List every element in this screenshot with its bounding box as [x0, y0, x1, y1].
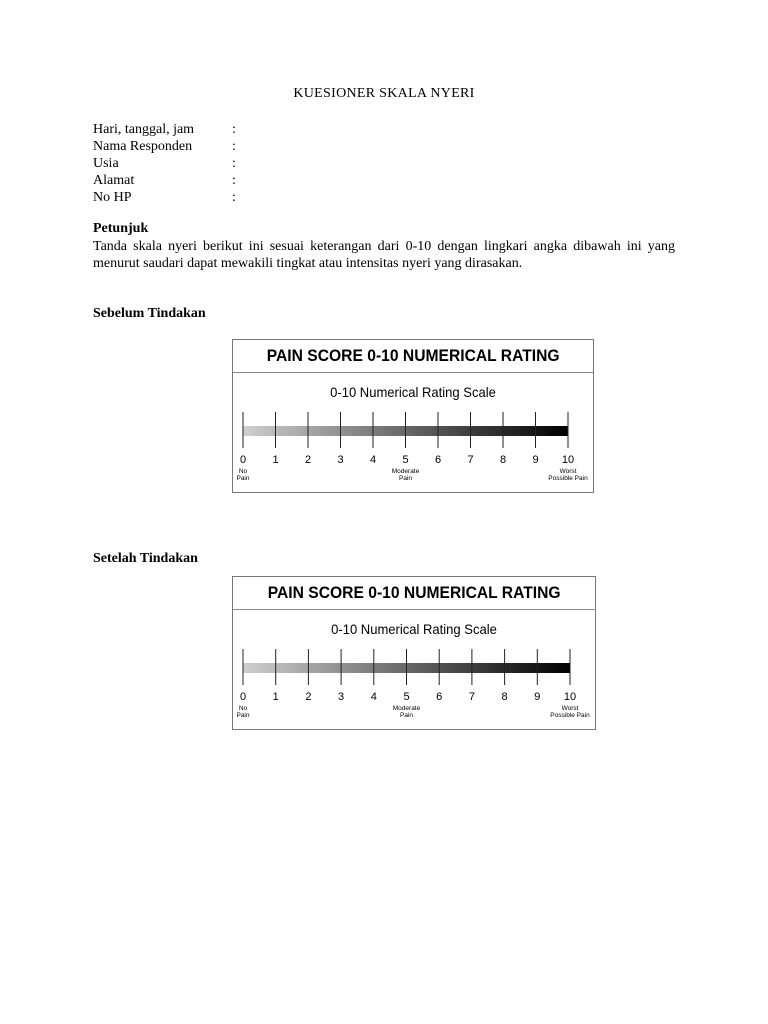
pain-scale-tick-label[interactable]: 10: [563, 691, 577, 703]
pain-scale-tick-label[interactable]: 6: [434, 454, 442, 466]
document-title: KUESIONER SKALA NYERI: [293, 86, 475, 101]
pain-scale-tick-label[interactable]: 0: [239, 454, 247, 466]
pain-scale-tick-label[interactable]: 5: [402, 454, 409, 466]
pain-scale-card-before: [232, 339, 594, 493]
field-row-phone: [93, 189, 393, 206]
pain-scale-tick-label[interactable]: 6: [436, 691, 443, 703]
field-colon: :: [232, 156, 236, 171]
pain-scale-tick-label[interactable]: 4: [370, 691, 377, 703]
respondent-fields: [93, 121, 393, 206]
pain-scale-subtitle: 0-10 Numerical Rating Scale: [331, 621, 497, 637]
section-heading-after: Setelah Tindakan: [93, 551, 198, 566]
pain-scale-anchor-label: Moderate Pain: [392, 705, 421, 719]
field-colon: :: [232, 122, 236, 137]
pain-scale-anchor-label: Worst Possible Pain: [548, 468, 588, 482]
pain-scale-anchor-label: No Pain: [236, 705, 250, 719]
pain-scale-tick-label[interactable]: 1: [272, 454, 279, 466]
pain-scale-tick-label[interactable]: 9: [532, 454, 539, 466]
pain-scale-tick-label[interactable]: 2: [304, 454, 312, 466]
pain-scale-tick-label[interactable]: 4: [369, 454, 377, 466]
pain-scale-tick-label[interactable]: 10: [561, 454, 575, 466]
pain-scale-tick-label[interactable]: 3: [338, 691, 345, 703]
pain-scale-tick-label[interactable]: 5: [403, 691, 410, 703]
pain-scale-anchor-label: Moderate Pain: [391, 468, 420, 482]
field-label: No HP: [93, 190, 132, 205]
pain-scale-tick-label[interactable]: 7: [467, 454, 474, 466]
pain-scale-card-after: [232, 576, 596, 730]
field-row-age: [93, 155, 393, 172]
field-colon: :: [232, 173, 236, 188]
field-label: Alamat: [93, 173, 135, 188]
pain-scale-tick-label[interactable]: 8: [499, 454, 507, 466]
field-label: Usia: [93, 156, 119, 171]
field-row-address: [93, 172, 393, 189]
pain-scale-title: PAIN SCORE 0-10 NUMERICAL RATING: [266, 346, 560, 365]
pain-scale-anchor-label: No Pain: [236, 468, 250, 482]
pain-scale-tick-label[interactable]: 2: [305, 691, 312, 703]
pain-scale-tick-label[interactable]: 7: [468, 691, 475, 703]
section-heading-before: Sebelum Tindakan: [93, 306, 206, 321]
field-colon: :: [232, 190, 236, 205]
pain-scale-tick-label[interactable]: 1: [272, 691, 279, 703]
field-colon: :: [232, 139, 236, 154]
pain-scale-tick-label[interactable]: 9: [534, 691, 541, 703]
pain-scale-tick-label[interactable]: 8: [501, 691, 508, 703]
pain-scale-subtitle: 0-10 Numerical Rating Scale: [330, 384, 496, 400]
pain-scale-anchor-label: Worst Possible Pain: [550, 705, 590, 719]
field-label: Nama Responden: [93, 139, 193, 154]
field-row-name: [93, 138, 393, 155]
petunjuk-text: Tanda skala nyeri berikut ini sesuai keterangan dari 0-10 dengan lingkari angka dibawah ini yang menurut saudari dapat mewakili tingkat atau intensitas nyeri yang dirasakan.: [93, 239, 675, 271]
petunjuk-heading: Petunjuk: [93, 221, 149, 236]
field-label: Hari, tanggal, jam: [93, 122, 195, 137]
field-row-date: [93, 121, 393, 138]
pain-scale-tick-label[interactable]: 0: [239, 691, 247, 703]
pain-scale-title: PAIN SCORE 0-10 NUMERICAL RATING: [267, 583, 561, 602]
pain-scale-tick-label[interactable]: 3: [337, 454, 344, 466]
